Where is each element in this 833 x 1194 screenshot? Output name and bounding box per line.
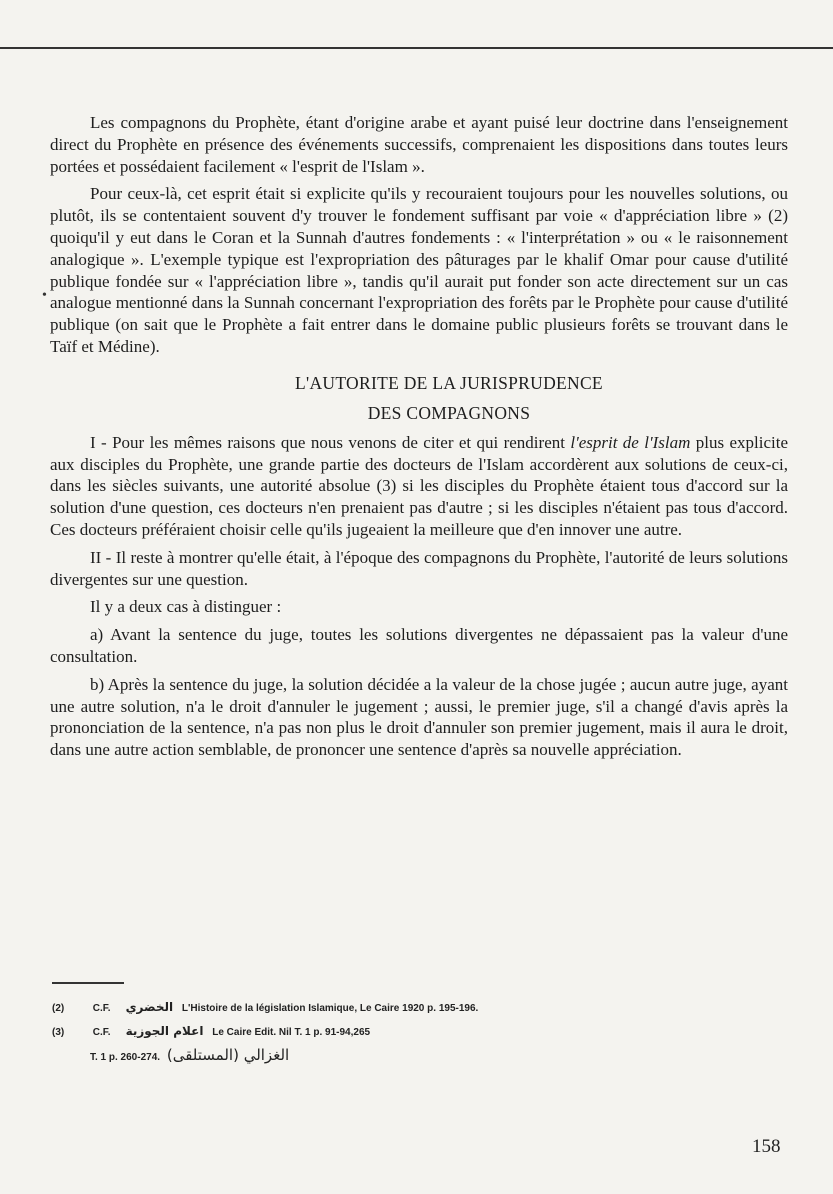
- footnote-3: [52, 1020, 752, 1044]
- footnote-cf: C.F.: [92, 1027, 111, 1038]
- footnote-text: T. 1 p. 260-274.: [90, 1052, 161, 1063]
- paragraph-4: II - Il reste à montrer qu'elle était, à l'époque des compagnons du Prophète, l'autorité de leurs solutions divergentes sur une question.: [50, 547, 788, 589]
- section-heading-line-1: L'AUTORITE DE LA JURISPRUDENCE: [295, 372, 603, 393]
- paragraph-2: Pour ceux-là, cet esprit était si explicite qu'ils y recouraient toujours pour les nouvelles solutions, ou plutôt, ils se contentaient souvent d'y trouver le fondement suffisant par voie « d'appréciation libre » (2) quoiqu'il y eut dans le Coran et la Sunnah d'autres fondements : « l'interprétation » ou « le raisonnement analogique ». L'exemple typique est l'expropriation des pâturages par le khalif Omar pour cause d'utilité publique fondée sur « l'appréciation libre », tandis qu'il aurait put fonder son acte directement sur un cas analogue mentionné dans la Sunnah concernant l'expropriation des forêts par le Prophète pour cause d'utilité publique (on sait que le Prophète a fait entrer dans le domaine public plusieurs forêts se trouvant dans le Taïf et Médine).: [50, 184, 788, 356]
- footnotes: [52, 996, 752, 1069]
- footnote-arabic: الخضري: [125, 1000, 174, 1014]
- footnote-number: (3): [52, 1027, 65, 1038]
- footnote-cf: C.F.: [92, 1003, 111, 1014]
- footnote-rule: [52, 982, 124, 984]
- header-rule: [0, 47, 833, 49]
- paragraph-3-part-a: I - Pour les mêmes raisons que nous venons de citer et qui rendirent: [90, 432, 571, 452]
- footnote-3-continuation: [52, 1044, 752, 1069]
- footnote-text: Le Caire Edit. Nil T. 1 p. 91-94,265: [212, 1027, 371, 1038]
- footnote-number: (2): [52, 1003, 65, 1014]
- paragraph-3: [50, 432, 788, 541]
- margin-mark: •: [42, 288, 47, 303]
- paragraph-7: b) Après la sentence du juge, la solution décidée a la valeur de la chose jugée ; aucun autre juge, ayant une autre solution, n'a le droit d'annuler le jugement ; aussi, le premier juge, s'il a changé d'avis après la prononciation de la sentence, n'a pas non plus le droit d'annuler son premier jugement, mais il aura le droit, dans une autre action semblable, de prononcer une sentence d'après sa nouvelle appréciation.: [50, 674, 788, 760]
- paragraph-1: Les compagnons du Prophète, étant d'origine arabe et ayant puisé leur doctrine dans l'enseignement direct du Prophète en présence des événements successifs, comprenaient les dispositions dans toutes leurs portées et possédaient facilement « l'esprit de l'Islam ».: [50, 113, 788, 176]
- paragraph-6: a) Avant la sentence du juge, toutes les solutions divergentes ne dépassaient pas la valeur d'une consultation.: [50, 625, 788, 666]
- footnote-arabic: (المستلقى) الغزالي: [166, 1046, 290, 1064]
- footnote-arabic: اعلام الجوزية: [125, 1024, 204, 1038]
- footnote-text: L'Histoire de la législation Islamique, Le Caire 1920 p. 195-196.: [181, 1003, 479, 1014]
- page-number: 158: [752, 1136, 781, 1157]
- section-heading-line-2: DES COMPAGNONS: [367, 402, 531, 423]
- footnote-2: [52, 996, 752, 1020]
- paragraph-3-emphasis: l'esprit de l'Islam: [570, 432, 691, 452]
- page-body: [50, 112, 788, 767]
- paragraph-5: Il y a deux cas à distinguer :: [90, 597, 282, 617]
- paragraph-3-part-b: plus explicite aux disciples du Prophète, une grande partie des docteurs de l'Islam accordèrent aux solutions de ceux-ci, dans les siècles suivants, une autorité absolue (3) si les disciples du Prophète étaient tous d'accord sur la solution d'une question, ces docteurs n'en prenaient pas d'autre ; si les disciples n'étaient pas tous d'accord. Ces docteurs préféraient choisir celle qu'ils jugeaient la meilleure que d'en innover une autre.: [50, 432, 788, 539]
